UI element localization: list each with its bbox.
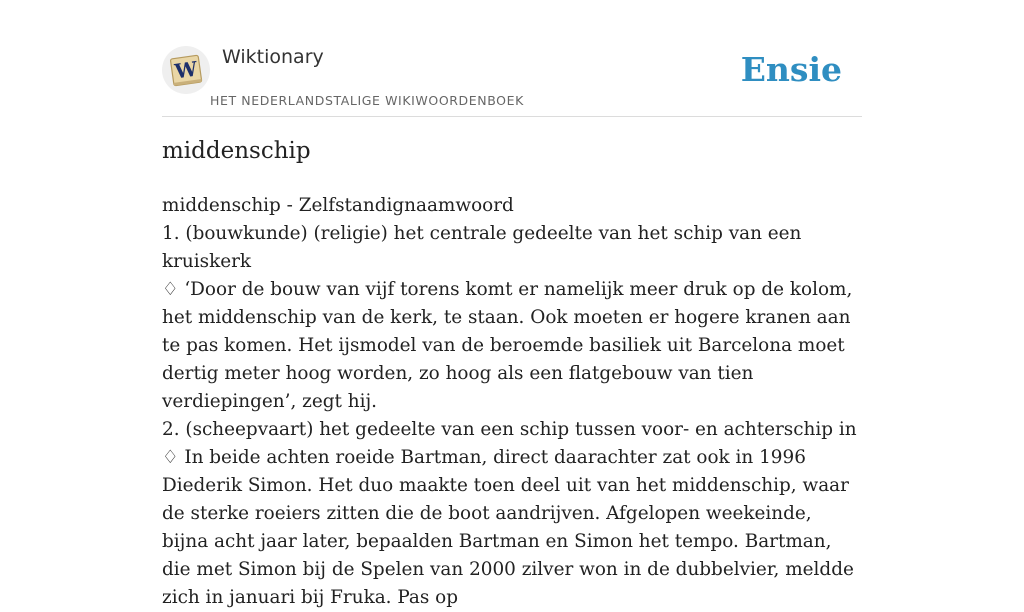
ensie-brand-link[interactable]: Ensie (740, 50, 842, 89)
definition-2: 2. (scheepvaart) het gedeelte van een schip tussen voor- en achterschip in (162, 419, 857, 440)
entry-heading-line: middenschip - Zelfstandignaamwoord (162, 195, 514, 216)
example-1: ♢ ‘Door de bouw van vijf torens komt er namelijk meer druk op de kolom, het middenschip van de kerk, te staan. Ook moeten er hogere kranen aan te pas komen. Het ijsmodel van de beroemde basiliek uit Barcelona moet dertig meter hoog worden, zo hoog als een flatgebouw van tien verdiepingen’, zegt hij. (162, 279, 853, 412)
page-title: middenschip (162, 138, 311, 164)
definition-1: 1. (bouwkunde) (religie) het centrale gedeelte van het schip van een kruiskerk (162, 223, 802, 272)
site-tagline: HET NEDERLANDSTALIGE WIKIWOORDENBOEK (210, 93, 524, 108)
site-header (162, 40, 862, 117)
logo-letter: W (173, 56, 199, 84)
site-name-link[interactable]: Wiktionary (222, 46, 324, 68)
wiktionary-logo-icon[interactable] (162, 46, 210, 94)
example-2: ♢ In beide achten roeide Bartman, direct daarachter zat ook in 1996 Diederik Simon. Het duo maakte toen deel uit van het middenschip, waar de sterke roeiers zitten die de boot aandrijven. Afgelopen weekeinde, bijna acht jaar later, bepaalden Bartman en Simon het tempo. Bartman, die met Simon bij de Spelen van 2000 zilver won in de dubbelvier, meldde zich in januari bij Fruka. Pas op (162, 447, 854, 608)
entry-content (162, 192, 862, 612)
